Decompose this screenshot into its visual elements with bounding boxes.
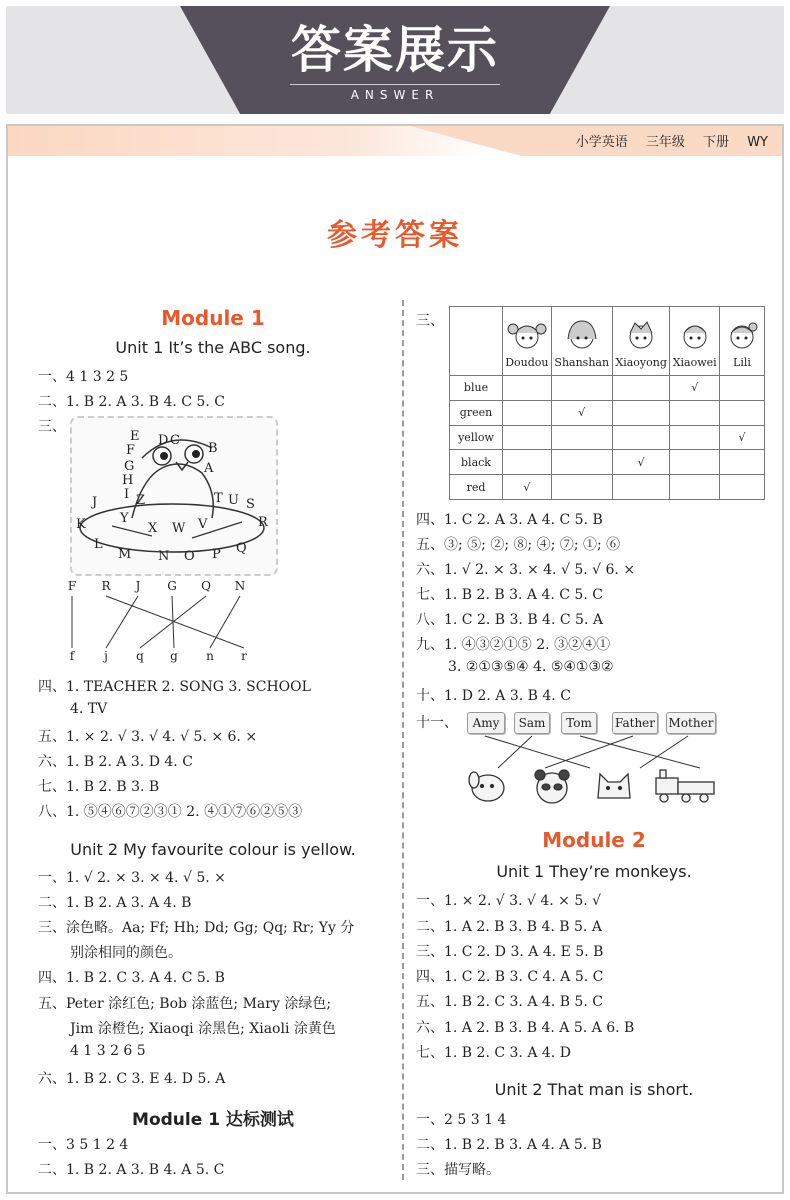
table-cell: [719, 475, 764, 500]
unit1-answer-4a: 四、1. TEACHER 2. SONG 3. SCHOOL: [38, 679, 311, 695]
match-line: [545, 736, 633, 768]
dot-letter: O: [184, 549, 195, 564]
dot-letter: C: [170, 433, 180, 448]
dot-letter: L: [94, 537, 103, 552]
dot-letter: Q: [236, 541, 247, 556]
colour-table: [449, 306, 765, 500]
dot-letter: H: [122, 473, 134, 488]
name-tag: Tom: [561, 712, 597, 734]
table-corner-cell: [450, 307, 503, 376]
dot-letter: X: [148, 521, 158, 536]
table-row: [450, 425, 765, 450]
colour-label: green: [450, 400, 503, 425]
right-answer-5: 五、③; ⑤; ②; ⑧; ④; ⑦; ①; ⑥: [416, 537, 621, 553]
table-cell: [670, 425, 719, 450]
m2-unit1-answer-2: 二、1. A 2. B 3. B 4. B 5. A: [416, 919, 602, 935]
match-top-letter: Q: [201, 579, 211, 593]
right-answer-9a: 九、1. ④③②①⑤ 2. ③②④①: [416, 637, 611, 653]
dot-letter: Z: [136, 493, 146, 508]
match-line: [210, 596, 240, 648]
letter-matching: [64, 578, 254, 666]
right-answer-10: 十、1. D 2. A 3. B 4. C: [416, 688, 571, 704]
unit2-answer-5c: 4 1 3 2 6 5: [70, 1043, 146, 1059]
connect-dots-picture: [70, 416, 278, 576]
name-tag: Mother: [666, 712, 716, 734]
match-line: [106, 596, 138, 648]
dot-letter: E: [130, 429, 140, 444]
match-bottom-letter: n: [206, 649, 214, 663]
dot-letter: Y: [120, 511, 129, 526]
right-answer-6: 六、1. √ 2. × 3. × 4. √ 5. √ 6. ×: [416, 562, 636, 578]
unit2-answer-1: 一、1. √ 2. × 3. × 4. √ 5. ×: [38, 870, 226, 886]
table-cell: [719, 400, 764, 425]
character-name: Xiaoyong: [615, 356, 667, 369]
owl-pupil-right: [192, 450, 200, 458]
table-cell: [551, 376, 612, 401]
dog-icon: [469, 772, 504, 801]
cat-icon: [598, 774, 630, 798]
table-cell: [612, 475, 670, 500]
book-info: [562, 131, 768, 150]
m2-unit1-answer-3: 三、1. C 2. D 3. A 4. E 5. B: [416, 944, 604, 960]
owl-beak: [176, 462, 188, 470]
right-answer-9b: 3. ②①③⑤④ 4. ⑤④①③②: [448, 659, 614, 675]
check-mark: √: [691, 381, 699, 395]
table-cell: [670, 376, 719, 401]
dot-letter: I: [124, 487, 130, 502]
dot-letter: V: [198, 517, 208, 532]
unit1-answer-6: 六、1. B 2. A 3. D 4. C: [38, 754, 193, 770]
character-name: Doudou: [505, 356, 549, 369]
match-top-letter: F: [67, 579, 77, 593]
table-cell: [503, 376, 552, 401]
train-icon: [656, 770, 714, 802]
dot-letter: F: [126, 443, 136, 458]
book-volume: 下册: [703, 135, 730, 150]
letter-matching-lines: [64, 578, 254, 666]
table-cell: [670, 400, 719, 425]
name-tag: Father: [612, 712, 658, 734]
book-grade: 三年级: [645, 135, 685, 150]
character-name: Xiaowei: [672, 356, 717, 369]
right-answer-4: 四、1. C 2. A 3. A 4. C 5. B: [416, 512, 603, 528]
m2-unit1-answer-4: 四、1. C 2. B 3. C 4. A 5. C: [416, 969, 604, 985]
banner-title: 答案展示: [291, 21, 499, 79]
toy-matching: [460, 734, 722, 806]
page-title: 参考答案: [327, 218, 463, 253]
right-answer-11-label: 十一、: [416, 715, 458, 731]
match-top-letter: J: [135, 579, 141, 593]
panda-icon: [535, 770, 569, 803]
dot-letter: R: [258, 515, 268, 530]
dot-letter: G: [124, 459, 135, 474]
table-row: [450, 450, 765, 475]
m2-unit1-answer-1: 一、1. × 2. √ 3. √ 4. × 5. √: [416, 893, 602, 909]
match-bottom-letter: g: [170, 649, 178, 663]
table-cell: [503, 475, 552, 500]
right-answer-7: 七、1. B 2. B 3. A 4. C 5. C: [416, 587, 603, 603]
match-top-letter: N: [234, 579, 246, 593]
table-cell: [612, 450, 670, 475]
name-tag: Sam: [514, 712, 550, 734]
table-cell: [551, 450, 612, 475]
unit2-answer-3b: 别涂相同的颜色。: [70, 945, 182, 961]
dot-letter: U: [228, 493, 239, 508]
match-line: [140, 596, 206, 648]
owl-pupil-left: [160, 452, 168, 460]
table-cell: [670, 450, 719, 475]
dot-letter: S: [246, 497, 255, 512]
dot-letter: T: [214, 491, 223, 506]
colour-label: black: [450, 450, 503, 475]
match-line: [498, 736, 532, 768]
match-top-letter: G: [167, 579, 177, 593]
check-mark: √: [738, 430, 746, 444]
match-top-letter: R: [101, 579, 111, 593]
module1-test-title: Module 1 达标测试: [132, 1110, 294, 1130]
unit1-answer-1: 一、4 1 3 2 5: [38, 369, 129, 385]
match-line: [580, 736, 700, 768]
unit2-answer-4: 四、1. B 2. C 3. A 4. C 5. B: [38, 970, 225, 986]
match-bottom-letter: q: [136, 649, 144, 663]
unit2-answer-3a: 三、涂色略。Aa; Ff; Hh; Dd; Gg; Qq; Rr; Yy 分: [38, 920, 355, 936]
match-bottom-letter: f: [69, 649, 75, 663]
owl-drawing: [72, 418, 276, 574]
dot-letter: N: [158, 549, 170, 564]
table-cell: [612, 425, 670, 450]
m2-unit1-title: Unit 1 They’re monkeys.: [496, 862, 692, 881]
table-header-cell: [612, 307, 670, 376]
table-row: [450, 376, 765, 401]
unit2-answer-6: 六、1. B 2. C 3. E 4. D 5. A: [38, 1071, 226, 1087]
module2-title: Module 2: [542, 828, 646, 852]
m2-unit1-answer-7: 七、1. B 2. C 3. A 4. D: [416, 1045, 571, 1061]
girl-face-icon: [562, 317, 602, 353]
table-cell: [551, 400, 612, 425]
table-header-cell: [503, 307, 552, 376]
match-bottom-letter: j: [104, 649, 108, 663]
m2-unit2-title: Unit 2 That man is short.: [494, 1080, 694, 1099]
banner-rule: [290, 84, 500, 85]
table-cell: [612, 400, 670, 425]
right-answer-3-label: 三、: [416, 313, 444, 329]
match-line: [106, 596, 244, 648]
unit1-answer-5: 五、1. × 2. √ 3. √ 4. √ 5. × 6. ×: [38, 729, 258, 745]
colour-label: yellow: [450, 425, 503, 450]
dot-letter: B: [208, 441, 218, 456]
check-mark: √: [523, 480, 531, 494]
table-cell: [612, 376, 670, 401]
table-header-row: [450, 307, 765, 376]
table-cell: [670, 475, 719, 500]
unit1-answer-7: 七、1. B 2. B 3. B: [38, 779, 160, 795]
table-cell: [719, 425, 764, 450]
table-cell: [503, 400, 552, 425]
girl-face-icon: [507, 317, 547, 353]
dot-letter: K: [76, 517, 86, 532]
dot-letter: A: [204, 461, 214, 476]
dot-letter: M: [118, 547, 132, 562]
colour-label: blue: [450, 376, 503, 401]
column-divider: [402, 300, 404, 1180]
colour-label: red: [450, 475, 503, 500]
unit1-answer-3-label: 三、: [38, 419, 66, 435]
book-edition: WY: [747, 135, 768, 150]
unit1-answer-2: 二、1. B 2. A 3. B 4. C 5. C: [38, 394, 225, 410]
owl-body-outline: [132, 464, 213, 518]
character-name: Shanshan: [554, 356, 610, 369]
book-subject: 小学英语: [575, 135, 628, 150]
module1-title: Module 1: [161, 306, 265, 330]
table-header-cell: [719, 307, 764, 376]
unit1-title: Unit 1 It’s the ABC song.: [115, 338, 311, 357]
unit1-answer-4b: 4. TV: [70, 701, 108, 717]
dot-letter: W: [172, 521, 186, 536]
name-tag: Amy: [467, 712, 505, 734]
m2-unit1-answer-6: 六、1. A 2. B 3. B 4. A 5. A 6. B: [416, 1020, 635, 1036]
m2-unit1-answer-5: 五、1. B 2. C 3. A 4. B 5. C: [416, 994, 603, 1010]
unit2-answer-2: 二、1. B 2. A 3. A 4. B: [38, 895, 192, 911]
table-header-cell: [551, 307, 612, 376]
table-row: [450, 400, 765, 425]
table-cell: [551, 425, 612, 450]
m2-unit2-answer-1: 一、2 5 3 1 4: [416, 1112, 507, 1128]
m2-unit2-answer-2: 二、1. B 2. B 3. A 4. A 5. B: [416, 1137, 602, 1153]
table-cell: [551, 475, 612, 500]
test-answer-1: 一、3 5 1 2 4: [38, 1137, 129, 1153]
boy-face-icon: [675, 317, 715, 353]
m2-unit2-answer-3: 三、描写略。: [416, 1162, 500, 1178]
table-cell: [719, 450, 764, 475]
right-answer-8: 八、1. C 2. B 3. B 4. C 5. A: [416, 612, 603, 628]
test-answer-2: 二、1. B 2. A 3. B 4. A 5. C: [38, 1162, 225, 1178]
girl-face-icon: [722, 317, 762, 353]
dot-letter: P: [212, 547, 221, 562]
banner-subtitle: ANSWER: [350, 88, 440, 102]
unit1-answer-8: 八、1. ⑤④⑥⑦②③① 2. ④①⑦⑥②⑤③: [38, 804, 303, 820]
unit2-title: Unit 2 My favourite colour is yellow.: [70, 840, 356, 859]
check-mark: √: [637, 455, 645, 469]
check-mark: √: [578, 406, 586, 420]
dot-letter: D: [158, 433, 169, 448]
table-cell: [719, 376, 764, 401]
table-row: [450, 475, 765, 500]
unit2-answer-5a: 五、Peter 涂红色; Bob 涂蓝色; Mary 涂绿色;: [38, 996, 332, 1012]
table-cell: [503, 450, 552, 475]
dot-letter: J: [92, 495, 98, 510]
match-line: [485, 736, 590, 768]
match-bottom-letter: r: [241, 649, 247, 663]
table-header-cell: [670, 307, 719, 376]
table-cell: [503, 425, 552, 450]
character-name: Lili: [733, 356, 751, 369]
boy-face-icon: [621, 317, 661, 353]
unit2-answer-5b: Jim 涂橙色; Xiaoqi 涂黑色; Xiaoli 涂黄色: [70, 1021, 336, 1037]
